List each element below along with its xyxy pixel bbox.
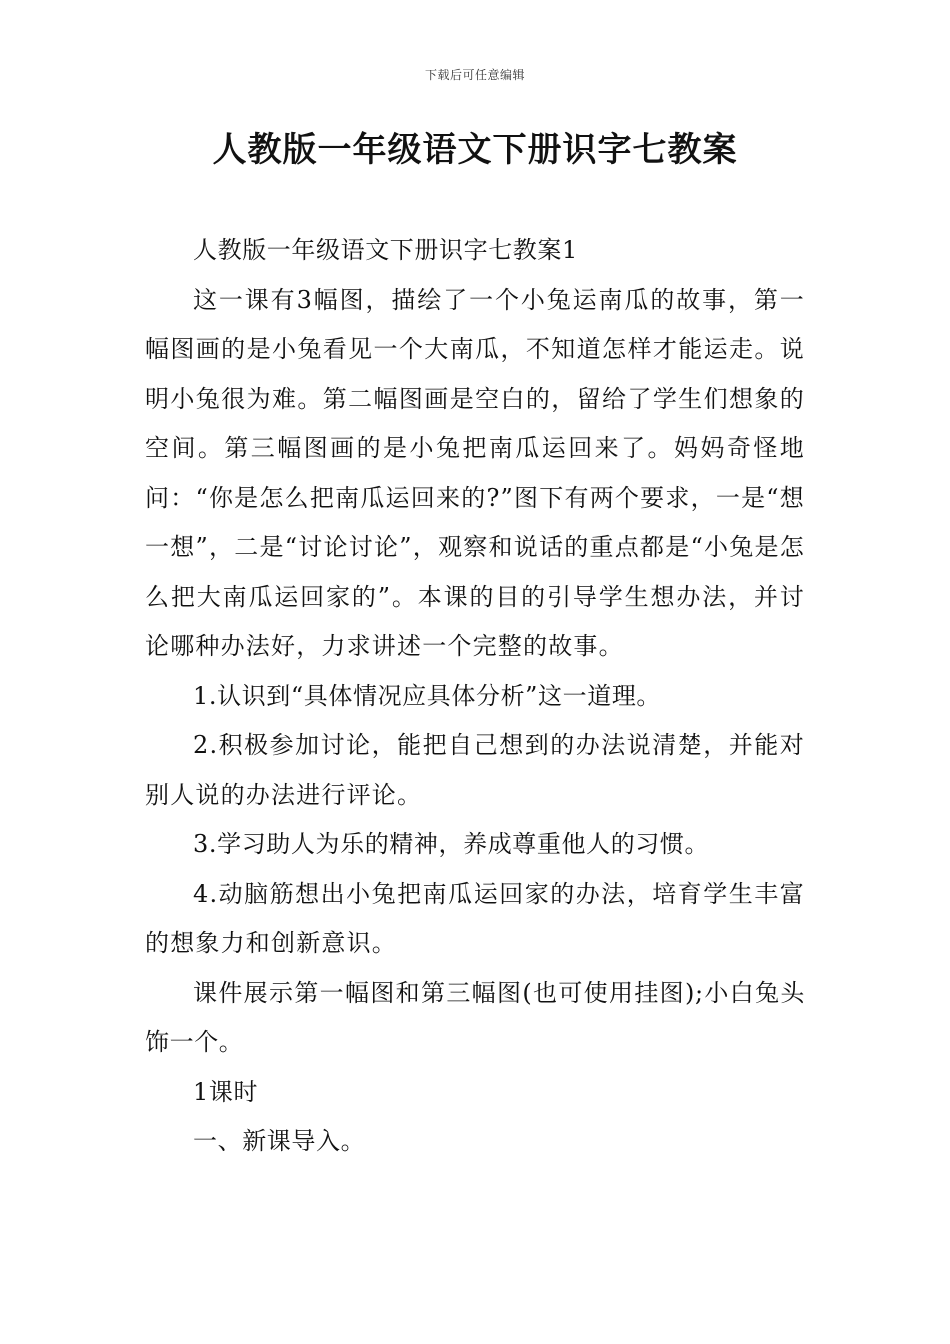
objective-item-2: 2.积极参加讨论，能把自己想到的办法说清楚，并能对别人说的办法进行评论。 [145,731,805,809]
materials-paragraph: 课件展示第一幅图和第三幅图(也可使用挂图);小白兔头饰一个。 [145,978,805,1056]
document-title: 人教版一年级语文下册识字七教案 [212,130,738,170]
lesson-heading: 人教版一年级语文下册识字七教案1 [193,236,578,264]
section-heading-intro: 一、新课导入。 [193,1127,366,1155]
objective-item-3: 3.学习助人为乐的精神，养成尊重他人的习惯。 [193,830,710,858]
objective-item-1: 1.认识到“具体情况应具体分析”这一道理。 [193,681,662,710]
lesson-overview-paragraph: 这一课有3幅图，描绘了一个小兔运南瓜的故事，第一幅图画的是小兔看见一个大南瓜，不知道怎样才能运走。说明小兔很为难。第二幅图画是空白的，留给了学生们想象的空间。第三幅图画的是小兔把南瓜运回来了。妈妈奇怪地问：“你是怎么把南瓜运回来的?”图下有两个要求，一是“想一想”，二是“讨论讨论”，观察和说话的重点都是“小兔是怎么把大南瓜运回家的”。本课的目的引导学生想办法，并讨论哪种办法好，力求讲述一个完整的故事。 [145,285,805,660]
header-note: 下载后可任意编辑 [424,68,525,82]
objective-item-4: 4.动脑筋想出小兔把南瓜运回家的办法，培育学生丰富的想象力和创新意识。 [145,879,805,957]
document-body [145,226,805,1167]
duration-paragraph: 1课时 [193,1077,259,1106]
